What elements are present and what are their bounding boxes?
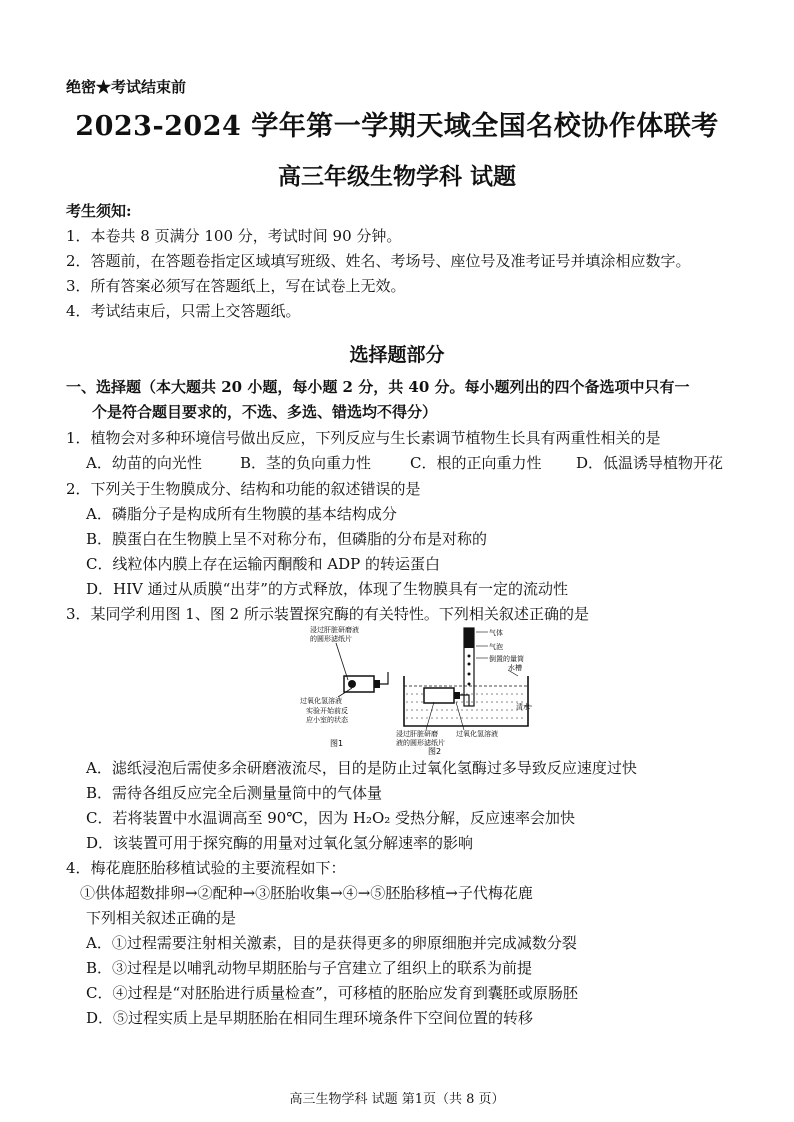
fig1-label-start-1: 实验开始前反 — [306, 707, 348, 715]
section-instruction-line-1: 一、选择题（本大题共 20 小题，每小题 2 分，共 40 分。每小题列出的四个备选项中只有一 — [66, 378, 690, 396]
fig2-label-cylinder: 倒置的量筒 — [489, 655, 524, 663]
q2-option-a: A．磷脂分子是构成所有生物膜的基本结构成分 — [86, 505, 397, 523]
q3-option-b: B．需待各组反应完全后测量量筒中的气体量 — [86, 784, 383, 802]
figure-1 — [300, 625, 388, 748]
figure-2-caption: 图2 — [428, 747, 442, 756]
q4-stem-2: 下列相关叙述正确的是 — [86, 909, 237, 927]
q2-option-b: B．膜蛋白在生物膜上呈不对称分布，但磷脂的分布是对称的 — [86, 530, 488, 548]
exam-subtitle: 高三年级生物学科 试题 — [277, 163, 516, 190]
fig1-label-paper: 浸过肝脏研磨液 — [310, 626, 359, 634]
fig2-label-bubble: 气泡 — [489, 643, 503, 651]
q4-flow: ①供体超数排卵→②配种→③胚胎收集→④→⑤胚胎移植→子代梅花鹿 — [80, 884, 533, 902]
q3-option-c: C．若将装置中水温调高至 90℃，因为 H₂O₂ 受热分解，反应速率会加快 — [86, 809, 576, 827]
confidential-label: 绝密★考试结束前 — [66, 78, 187, 96]
fig2-label-water: 清水 — [516, 703, 530, 711]
section-title: 选择题部分 — [349, 344, 445, 366]
enzyme-apparatus-figure — [296, 624, 544, 756]
fig1-label-h2o2: 过氧化氢溶液 — [300, 697, 342, 705]
q1-option-a: A．幼苗的向光性 — [86, 454, 202, 472]
fig2-label-h2o2: 过氧化氢溶液 — [456, 730, 498, 738]
q1-option-b: B．茎的负向重力性 — [240, 454, 372, 472]
q4-option-c: C．④过程是“对胚胎进行质量检查”，可移植的胚胎应发育到囊胚或原肠胚 — [86, 984, 578, 1002]
q1-option-c: C．根的正向重力性 — [410, 454, 542, 472]
q2-option-d: D．HIV 通过从质膜“出芽”的方式释放，体现了生物膜具有一定的流动性 — [86, 580, 568, 598]
notice-item-4: 4．考试结束后，只需上交答题纸。 — [66, 302, 301, 320]
q4-option-b: B．③过程是以哺乳动物早期胚胎与子宫建立了组织上的联系为前提 — [86, 959, 533, 977]
q4-option-a: A．①过程需要注射相关激素，目的是获得更多的卵原细胞并完成减数分裂 — [86, 934, 577, 952]
q2-option-c: C．线粒体内膜上存在运输丙酮酸和 ADP 的转运蛋白 — [86, 555, 440, 573]
q1-stem: 1．植物会对多种环境信号做出反应，下列反应与生长素调节植物生长具有两重性相关的是 — [66, 429, 661, 447]
fig2-label-gas: 气体 — [489, 629, 503, 637]
q2-stem: 2．下列关于生物膜成分、结构和功能的叙述错误的是 — [66, 480, 421, 498]
q3-option-d: D．该装置可用于探究酶的用量对过氧化氢分解速率的影响 — [86, 834, 474, 852]
q3-stem: 3．某同学利用图 1、图 2 所示装置探究酶的有关特性。下列相关叙述正确的是 — [66, 605, 589, 623]
figure-1-caption: 图1 — [330, 739, 344, 748]
q3-option-a: A．滤纸浸泡后需使多余研磨液流尽，目的是防止过氧化氢酶过多导致反应速度过快 — [86, 759, 637, 777]
fig2-label-tank: 水槽 — [508, 664, 522, 672]
figure-2 — [396, 628, 532, 756]
notice-item-3: 3．所有答案必须写在答题纸上，写在试卷上无效。 — [66, 277, 406, 295]
notice-item-2: 2．答题前，在答题卷指定区域填写班级、姓名、考场号、座位号及准考证号并填涂相应数字。 — [66, 252, 691, 270]
fig1-label-paper-2: 的圆形滤纸片 — [310, 635, 352, 643]
page-footer: 高三生物学科 试题 第1页（共 8 页） — [289, 1092, 505, 1107]
fig2-label-paper-1: 浸过肝脏研磨 — [396, 730, 438, 738]
notice-heading: 考生须知: — [66, 202, 132, 220]
fig2-label-paper-2: 液的圆形滤纸片 — [396, 739, 445, 747]
section-instruction-line-2: 个是符合题目要求的，不选、多选、错选均不得分） — [92, 403, 438, 421]
q1-option-d: D．低温诱导植物开花 — [576, 454, 724, 472]
notice-item-1: 1．本卷共 8 页满分 100 分，考试时间 90 分钟。 — [66, 227, 402, 245]
q4-option-d: D．⑤过程实质上是早期胚胎在相同生理环境条件下空间位置的转移 — [86, 1009, 534, 1027]
exam-title: 2023-2024 学年第一学期天域全国名校协作体联考 — [75, 111, 719, 142]
q4-stem: 4．梅花鹿胚胎移植试验的主要流程如下： — [66, 859, 346, 877]
fig1-label-start-2: 应小室的状态 — [306, 716, 348, 724]
